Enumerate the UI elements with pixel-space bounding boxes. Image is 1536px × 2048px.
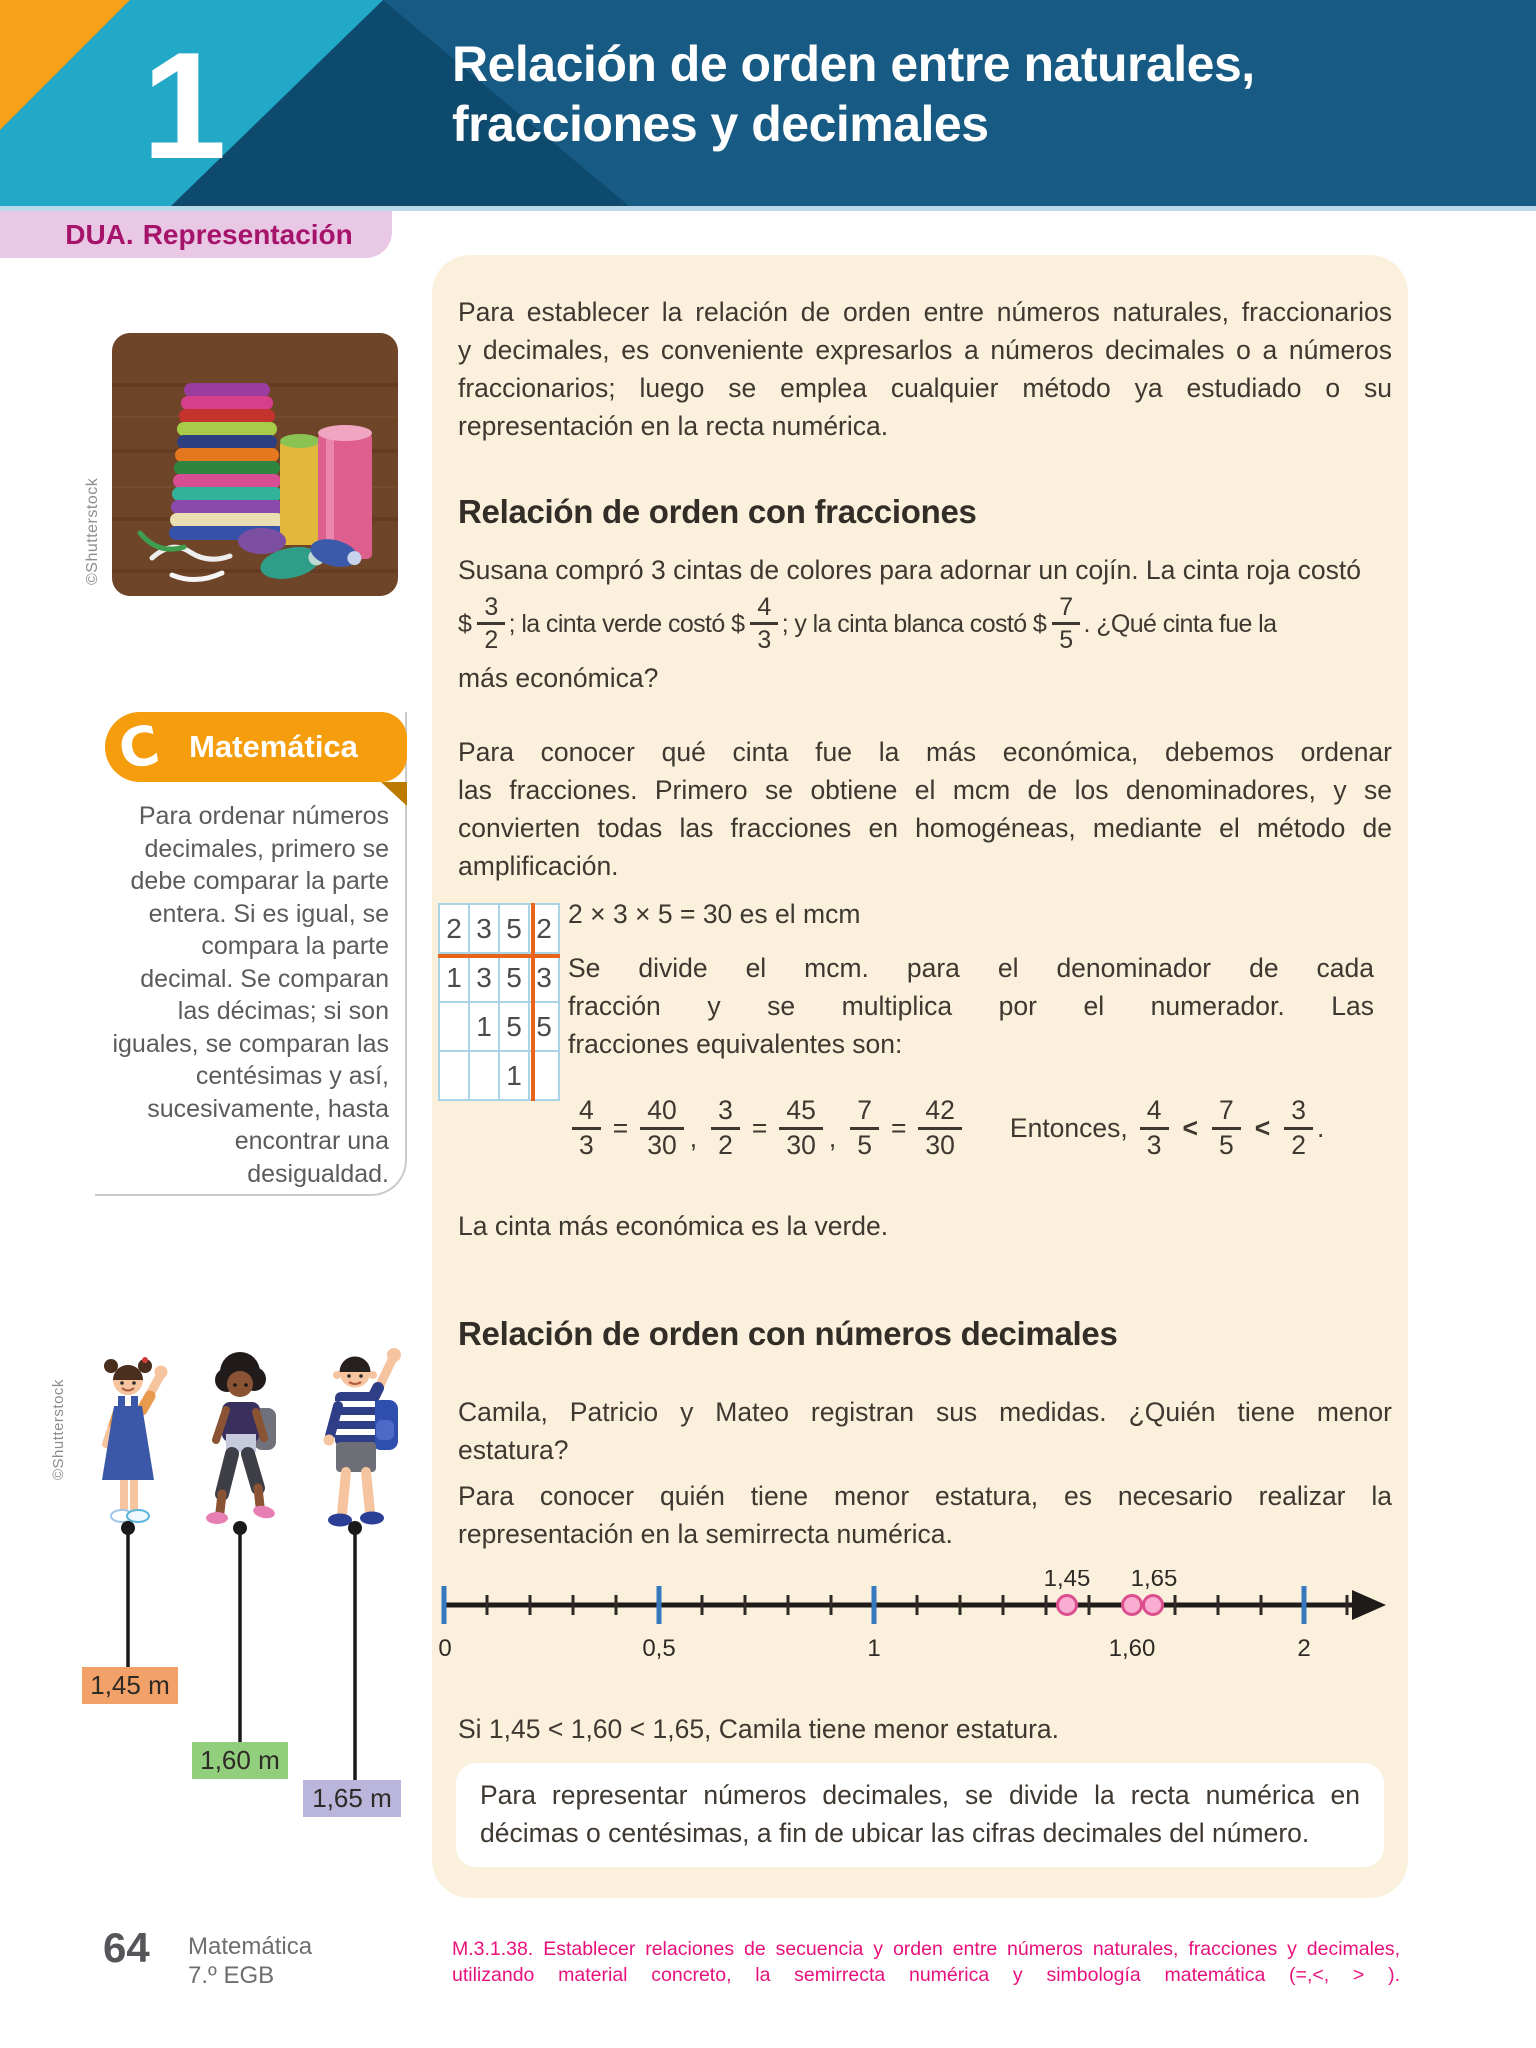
table-cell: 1 bbox=[439, 953, 469, 1002]
footer-page-number: 64 bbox=[103, 1924, 150, 1971]
problem-segment: ; y la cinta blanca costó bbox=[781, 609, 1033, 638]
fraction: $\frac{7}{5}$ bbox=[1212, 1097, 1241, 1160]
tip-line: decimales, primero se bbox=[144, 834, 389, 863]
comma: , bbox=[689, 1122, 698, 1153]
measure-dots bbox=[121, 1521, 362, 1535]
table-cell: 2 bbox=[439, 904, 469, 953]
semirrecta-line: Para conocer quién tiene menor estatura, es necesario realizar la bbox=[458, 1481, 1392, 1511]
fraction-3-2: $\frac{3}{2}$ bbox=[477, 594, 504, 654]
entonces-label: Entonces, bbox=[1009, 1112, 1128, 1143]
problem-line1: Susana compró 3 cintas de colores para adornar un cojín. La cinta roja costó bbox=[458, 555, 1361, 585]
kid-mateo bbox=[324, 1348, 402, 1527]
divide-line: Se divide el mcm. para el denominador de cada bbox=[568, 953, 1374, 983]
note-box bbox=[456, 1763, 1384, 1867]
height-label-165: 1,65 m bbox=[303, 1780, 401, 1817]
label-2: 2 bbox=[1297, 1635, 1311, 1662]
fraction: $\frac{42}{30}$ bbox=[918, 1097, 961, 1160]
tip-line: encontrar una bbox=[234, 1127, 389, 1155]
table-cell: 1 bbox=[499, 1051, 529, 1100]
problem-segment: . ¿Qué cinta fue la bbox=[1083, 609, 1277, 638]
divide-paragraph bbox=[568, 949, 1374, 1063]
math-tip-title: Matemática bbox=[189, 729, 358, 764]
tip-line: desigualdad. bbox=[247, 1159, 389, 1188]
fraction: $\frac{3}{2}$ bbox=[711, 1097, 740, 1160]
method-line: amplificación. bbox=[458, 851, 619, 881]
comma: , bbox=[828, 1122, 837, 1153]
label-1-45: 1,45 bbox=[1043, 1570, 1091, 1592]
paragraph-camila bbox=[458, 1393, 1392, 1469]
math-tip-box bbox=[95, 712, 407, 1196]
equivalents-row bbox=[568, 1097, 1324, 1160]
label-1: 1 bbox=[867, 1635, 881, 1662]
fraction: $\frac{40}{30}$ bbox=[640, 1097, 683, 1160]
fraction-7-5: $\frac{7}{5}$ bbox=[1052, 594, 1079, 654]
equals-sign: = bbox=[751, 1112, 768, 1143]
ribbons-photo bbox=[112, 333, 398, 596]
label-1-65: 1,65 bbox=[1130, 1570, 1178, 1592]
fraction-4-3: $\frac{4}{3}$ bbox=[750, 594, 777, 654]
footer-subject bbox=[188, 1932, 312, 1990]
intro-line: Para establecer la relación de orden entre números naturales, fraccionarios bbox=[458, 297, 1392, 327]
page-title-line1: Relación de orden entre naturales, bbox=[452, 36, 1255, 92]
less-than-sign: < bbox=[1182, 1112, 1198, 1143]
kid-patricio bbox=[206, 1352, 276, 1524]
table-cell bbox=[439, 1002, 469, 1051]
method-line: convierten todas las fracciones en homogéneas, mediante el método de bbox=[458, 813, 1392, 843]
content-panel bbox=[432, 255, 1408, 1898]
dua-mode-label: Representación bbox=[142, 218, 353, 250]
section-heading-fractions: Relación de orden con fracciones bbox=[458, 493, 977, 530]
dollar-sign: $ bbox=[731, 609, 745, 638]
unit-number: 1 bbox=[142, 21, 227, 191]
camila-line: Camila, Patricio y Mateo registran sus medidas. ¿Quién tiene menor bbox=[458, 1397, 1392, 1427]
intro-paragraph bbox=[458, 293, 1392, 445]
point-1-45 bbox=[1058, 1596, 1077, 1615]
unit-header bbox=[0, 0, 1536, 206]
table-cell: 5 bbox=[499, 1002, 529, 1051]
ribbon-stack bbox=[169, 383, 285, 540]
divide-line: fracción y se multiplica por el numerador. Las bbox=[568, 991, 1374, 1021]
tip-line: iguales, se comparan las bbox=[112, 1029, 389, 1058]
intro-line: fraccionarios; luego se emplea cualquier método ya estudiado o su bbox=[458, 373, 1392, 403]
math-tip-header bbox=[105, 712, 407, 782]
point-1-65 bbox=[1144, 1596, 1163, 1615]
dollar-sign: $ bbox=[458, 609, 472, 638]
section-heading-decimals: Relación de orden con números decimales bbox=[458, 1315, 1118, 1352]
method-line: las fracciones. Primero se obtiene el mcm de los denominadores, y se bbox=[458, 775, 1392, 805]
tip-line: decimal. Se comparan bbox=[140, 964, 389, 993]
math-tip-text bbox=[101, 800, 389, 1190]
footer-grade: 7.º EGB bbox=[188, 1962, 275, 1989]
intro-line: representación en la recta numérica. bbox=[458, 411, 889, 441]
shutterstock-credit: ©Shutterstock bbox=[50, 1379, 67, 1480]
problem-segment: ; la cinta verde costó bbox=[508, 609, 732, 638]
tip-line: sucesivamente, hasta bbox=[147, 1094, 389, 1123]
page-title-line2: fracciones y decimales bbox=[452, 96, 989, 152]
dua-badge bbox=[0, 211, 392, 258]
fraction: $\frac{45}{30}$ bbox=[779, 1097, 822, 1160]
dua-label: DUA. bbox=[65, 218, 134, 250]
conclusion-ribbon: La cinta más económica es la verde. bbox=[458, 1211, 889, 1241]
label-1-60: 1,60 bbox=[1108, 1635, 1156, 1662]
label-0-5: 0,5 bbox=[642, 1635, 676, 1662]
tip-line: centésimas y así, bbox=[195, 1062, 389, 1090]
table-cell: 3 bbox=[529, 953, 559, 1002]
height-label-145: 1,45 m bbox=[82, 1667, 178, 1704]
fraction: $\frac{3}{2}$ bbox=[1284, 1097, 1313, 1160]
tip-line: compara la parte bbox=[201, 932, 389, 960]
conclusion-heights: Si 1,45 < 1,60 < 1,65, Camila tiene menor estatura. bbox=[458, 1714, 1060, 1744]
equals-sign: = bbox=[612, 1112, 629, 1143]
label-0: 0 bbox=[438, 1635, 452, 1662]
height-label-160: 1,60 m bbox=[192, 1742, 288, 1779]
tip-line: entera. Si es igual, se bbox=[148, 899, 389, 928]
fraction: $\frac{4}{3}$ bbox=[1140, 1097, 1169, 1160]
intro-line: y decimales, es conveniente expresarlos a números decimales o a números bbox=[458, 335, 1392, 365]
table-cell: 5 bbox=[499, 904, 529, 953]
number-line bbox=[432, 1570, 1408, 1682]
tip-line: las décimas; si son bbox=[177, 997, 389, 1025]
divide-line: fracciones equivalentes son: bbox=[568, 1029, 903, 1059]
table-cell: 5 bbox=[529, 1002, 559, 1051]
arrow-head-icon bbox=[1352, 1590, 1386, 1620]
problem-line3: más económica? bbox=[458, 662, 659, 693]
fraction: $\frac{7}{5}$ bbox=[850, 1097, 879, 1160]
ribbons-illustration bbox=[112, 333, 398, 596]
table-cell: 3 bbox=[469, 953, 499, 1002]
less-than-sign: < bbox=[1254, 1112, 1271, 1143]
dollar-sign: $ bbox=[1032, 609, 1047, 638]
camila-line: estatura? bbox=[458, 1435, 569, 1465]
shutterstock-credit: ©Shutterstock bbox=[84, 477, 101, 585]
kids-illustration bbox=[78, 1328, 414, 1534]
footer-standard: M.3.1.38. Establecer relaciones de secuencia y orden entre números naturales, fracciones y decimales, utilizando material concreto, la semirrecta numérica y simbología matemática (=,<, > ). bbox=[452, 1938, 1400, 1986]
mcm-table bbox=[438, 903, 560, 1101]
page-title bbox=[452, 34, 1255, 154]
point-1-60 bbox=[1123, 1596, 1142, 1615]
tip-line: debe comparar la parte bbox=[130, 867, 389, 895]
semirrecta-line: representación en la semirrecta numérica. bbox=[458, 1519, 953, 1549]
fraction: $\frac{4}{3}$ bbox=[572, 1097, 601, 1160]
table-cell bbox=[439, 1051, 469, 1100]
tip-line: Para ordenar números bbox=[138, 802, 389, 830]
table-cell: 5 bbox=[499, 953, 529, 1002]
table-cell bbox=[469, 1051, 499, 1100]
footer-subject-name: Matemática bbox=[188, 1933, 313, 1960]
paragraph-semirrecta bbox=[458, 1477, 1392, 1553]
note-line: décimas o centésimas, a fin de ubicar las cifras decimales del número. bbox=[480, 1818, 1310, 1848]
problem-paragraph bbox=[458, 551, 1398, 697]
problem-line2 bbox=[458, 594, 1398, 654]
minor-ticks bbox=[487, 1595, 1347, 1615]
table-cell: 2 bbox=[529, 904, 559, 953]
method-paragraph bbox=[458, 733, 1392, 885]
mcm-result: 2 × 3 × 5 = 30 es el mcm bbox=[568, 899, 861, 929]
table-cell: 3 bbox=[469, 904, 499, 953]
orange-rule-horizontal bbox=[438, 954, 560, 958]
note-line: Para representar números decimales, se divide la recta numérica en bbox=[480, 1780, 1360, 1810]
method-line: Para conocer qué cinta fue la más económica, debemos ordenar bbox=[458, 737, 1392, 767]
equals-sign: = bbox=[890, 1112, 907, 1143]
kid-camila bbox=[102, 1357, 168, 1522]
period: . bbox=[1316, 1112, 1325, 1143]
orange-rule-vertical bbox=[531, 903, 535, 1101]
curriculum-logo-icon: C bbox=[114, 712, 164, 782]
table-cell: 1 bbox=[469, 1002, 499, 1051]
